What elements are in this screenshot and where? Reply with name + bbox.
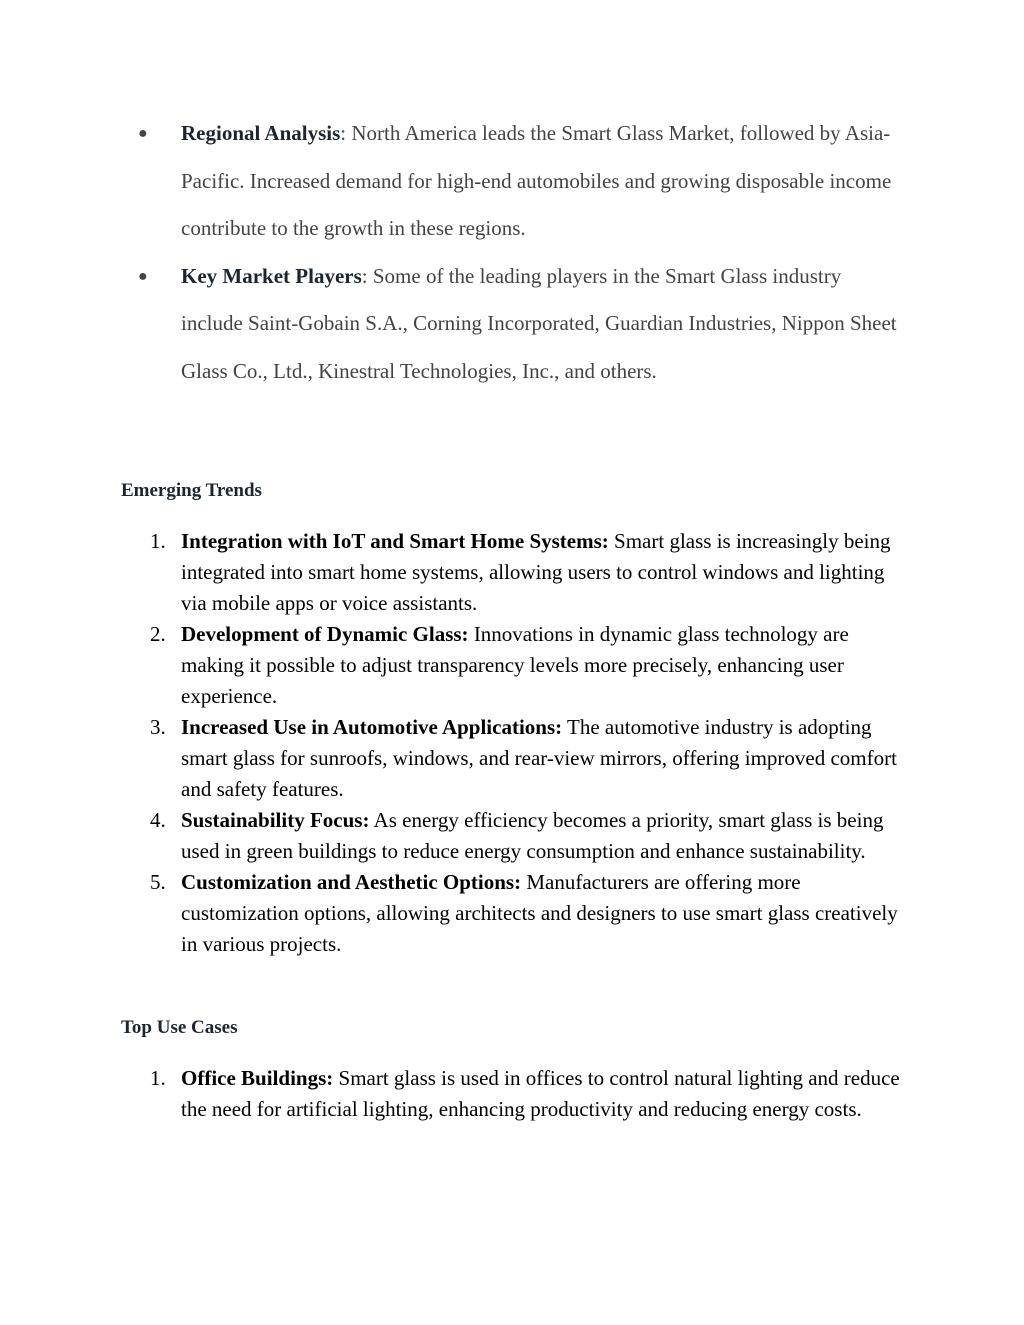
list-number: 2.	[150, 622, 166, 646]
bullet-icon: ●	[138, 267, 148, 285]
market-bullet-list	[136, 110, 906, 395]
list-term: Customization and Aesthetic Options:	[181, 870, 522, 894]
list-term: Integration with IoT and Smart Home Systems:	[181, 529, 609, 553]
list-text: Innovations in dynamic glass technology are making it possible to adjust transparency levels more precisely, enhancing user experience.	[181, 622, 849, 708]
list-item	[136, 805, 906, 867]
list-number: 1.	[150, 529, 166, 553]
list-term: Increased Use in Automotive Applications:	[181, 715, 563, 739]
list-text: Smart glass is increasingly being integrated into smart home systems, allowing users to control windows and lighting via mobile apps or voice assistants.	[181, 529, 891, 615]
list-item	[136, 1063, 906, 1125]
list-item	[136, 867, 906, 960]
list-number: 5.	[150, 870, 166, 894]
list-text: The automotive industry is adopting smart glass for sunroofs, windows, and rear-view mirrors, offering improved comfort and safety features.	[181, 715, 897, 801]
bullet-text: Some of the leading players in the Smart Glass industry include Saint-Gobain S.A., Corning Incorporated, Guardian Industries, Nippon Sheet Glass Co., Ltd., Kinestral Technologies, Inc., and others.	[181, 263, 897, 383]
bullet-item-key-market-players	[136, 253, 906, 396]
bullet-term: Key Market Players	[181, 263, 362, 288]
list-term: Sustainability Focus:	[181, 808, 370, 832]
bullet-icon: ●	[138, 125, 148, 142]
bullet-separator: :	[340, 121, 347, 145]
list-text: Smart glass is used in offices to control natural lighting and reduce the need for artificial lighting, enhancing productivity and reducing energy costs.	[181, 1066, 900, 1121]
bullet-item-regional-analysis	[136, 110, 906, 253]
list-item	[136, 712, 906, 805]
bullet-term: Regional Analysis	[181, 121, 341, 145]
bullet-text: North America leads the Smart Glass Market, followed by Asia-Pacific. Increased demand for high-end automobiles and growing disposable income contribute to the growth in these regions.	[181, 121, 892, 240]
section-heading-top-use-cases: Top Use Cases	[121, 1017, 238, 1038]
bullet-separator: :	[361, 263, 368, 288]
top-use-cases-list	[136, 1063, 906, 1125]
list-number: 3.	[150, 715, 166, 739]
list-text: As energy efficiency becomes a priority, smart glass is being used in green buildings to reduce energy consumption and enhance sustainability.	[181, 808, 884, 863]
list-term: Development of Dynamic Glass:	[181, 622, 469, 646]
list-text: Manufacturers are offering more customization options, allowing architects and designers to use smart glass creatively in various projects.	[181, 870, 898, 956]
list-number: 4.	[150, 808, 166, 832]
emerging-trends-list	[136, 526, 906, 960]
section-heading-emerging-trends: Emerging Trends	[121, 480, 262, 501]
list-term: Office Buildings:	[181, 1066, 334, 1090]
list-item	[136, 526, 906, 619]
list-number: 1.	[150, 1066, 166, 1090]
list-item	[136, 619, 906, 712]
